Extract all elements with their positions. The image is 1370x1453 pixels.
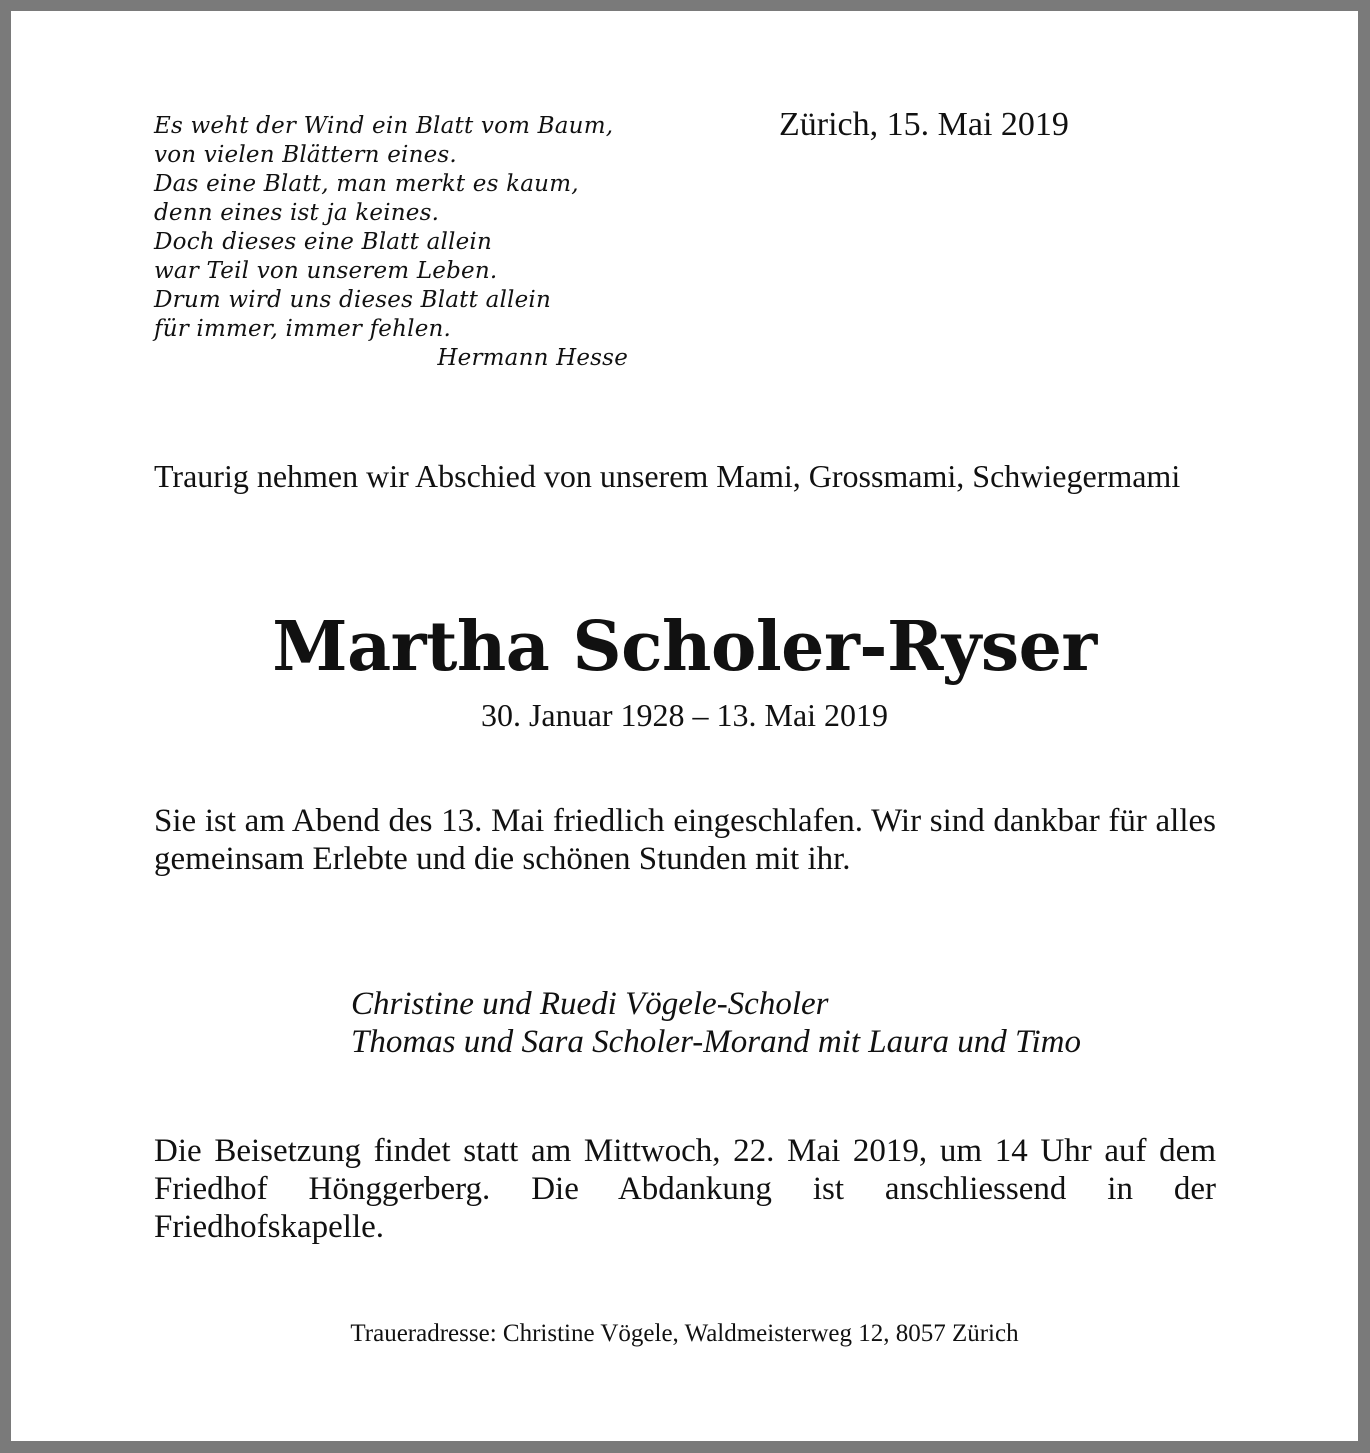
poem-line: Doch dieses eine Blatt allein — [154, 229, 492, 255]
place-date: Zürich, 15. Mai 2019 — [779, 106, 1069, 143]
poem-line: Es weht der Wind ein Blatt vom Baum, — [154, 113, 614, 139]
mourner-entry: Thomas und Sara Scholer-Morand mit Laura und Timo — [351, 1024, 1081, 1060]
obituary-page — [11, 11, 1358, 1441]
intro-text: Traurig nehmen wir Abschied von unserem Mami, Grossmami, Schwiegermami — [154, 458, 1181, 494]
funeral-info: Die Beisetzung findet statt am Mittwoch, 22. Mai 2019, um 14 Uhr auf dem Friedhof Hönggerberg. Die Abdankung ist anschliessend in der Friedhofskapelle. — [154, 1133, 1216, 1245]
mourner-entry: Christine und Ruedi Vögele-Scholer — [351, 986, 829, 1022]
poem-line: von vielen Blättern eines. — [154, 142, 457, 168]
deceased-name: Martha Scholer-Ryser — [272, 607, 1097, 687]
poem-author: Hermann Hesse — [437, 345, 628, 371]
poem — [154, 112, 634, 373]
life-dates: 30. Januar 1928 – 13. Mai 2019 — [480, 697, 889, 733]
poem-line: Das eine Blatt, man merkt es kaum, — [154, 171, 579, 197]
poem-line: denn eines ist ja keines. — [154, 200, 440, 226]
poem-line: war Teil von unserem Leben. — [154, 258, 498, 284]
mourning-address: Traueradresse: Christine Vögele, Waldmeisterweg 12, 8057 Zürich — [350, 1320, 1019, 1347]
mourners-list — [351, 985, 1081, 1061]
poem-line: Drum wird uns dieses Blatt allein — [154, 287, 551, 313]
message-text: Sie ist am Abend des 13. Mai friedlich eingeschlafen. Wir sind dankbar für alles gemeinsam Erlebte und die schönen Stunden mit ihr. — [154, 803, 1216, 877]
poem-line: für immer, immer fehlen. — [154, 316, 452, 342]
